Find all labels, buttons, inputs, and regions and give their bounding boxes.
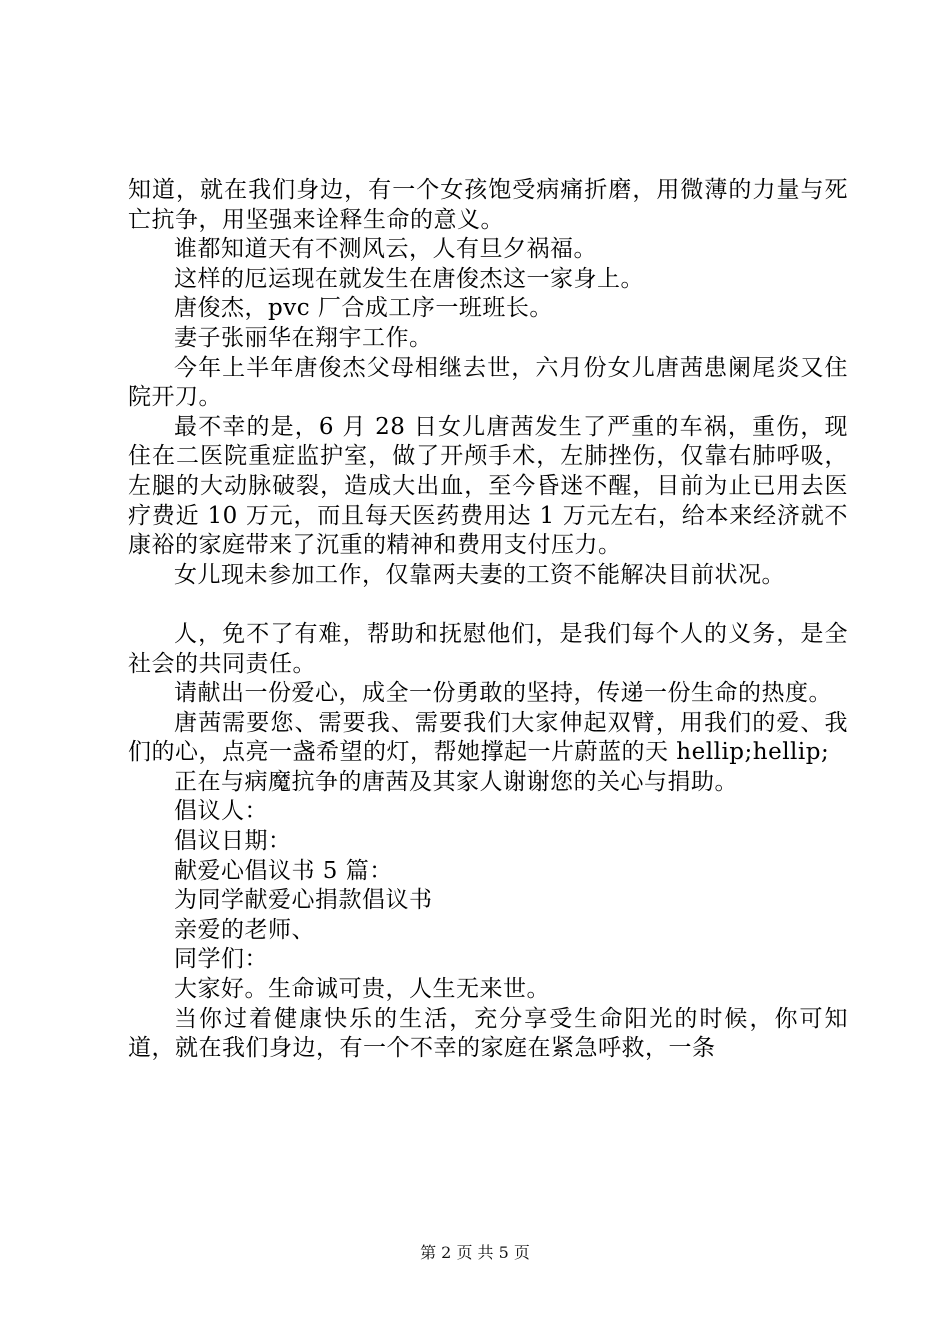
paragraph-16: 为同学献爱心捐款倡议书 xyxy=(174,887,433,914)
paragraph-13: 倡议人： xyxy=(174,798,268,825)
paragraph-9: 人，免不了有难，帮助和抚慰他们，是我们每个人的义务，是全社会的共同责任。 xyxy=(128,620,848,677)
paragraph-20: 当你过着健康快乐的生活，充分享受生命阳光的时候，你可知道，就在我们身边，有一个不幸的家庭在紧急呼救，一条 xyxy=(128,1005,848,1062)
paragraph-2: 谁都知道天有不测风云，人有旦夕祸福。 xyxy=(174,236,597,263)
paragraph-15: 献爱心倡议书 5 篇： xyxy=(174,857,393,884)
page-number-label: 第 2 页 共 5 页 xyxy=(420,1243,530,1262)
paragraph-8: 女儿现未参加工作，仅靠两夫妻的工资不能解决目前状况。 xyxy=(174,561,785,588)
paragraph-5: 妻子张丽华在翔宇工作。 xyxy=(174,324,433,351)
document-body xyxy=(128,176,848,1064)
paragraph-7: 最不幸的是，6 月 28 日女儿唐茜发生了严重的车祸，重伤，现住在二医院重症监护室，做了开颅手术，左肺挫伤，仅靠右肺呼吸，左腿的大动脉破裂，造成大出血，至今昏迷不醒，目前为止已用去医疗费近 10 万元，而且每天医药费用达 1 万元左右，给本来经济就不康裕的家庭带来了沉重的精神和费用支付压力。 xyxy=(128,413,848,559)
paragraph-19: 大家好。生命诚可贵，人生无来世。 xyxy=(174,976,550,1003)
paragraph-4: 唐俊杰，pvc 厂合成工序一班班长。 xyxy=(174,295,553,322)
paragraph-3: 这样的厄运现在就发生在唐俊杰这一家身上。 xyxy=(174,265,644,292)
paragraph-6: 今年上半年唐俊杰父母相继去世，六月份女儿唐茜患阑尾炎又住院开刀。 xyxy=(128,354,848,411)
paragraph-18: 同学们： xyxy=(174,946,268,973)
paragraph-17: 亲爱的老师、 xyxy=(174,916,315,943)
page-footer xyxy=(0,1243,950,1263)
paragraph-1: 知道，就在我们身边，有一个女孩饱受病痛折磨，用微薄的力量与死亡抗争，用坚强来诠释生命的意义。 xyxy=(128,177,848,233)
paragraph-14: 倡议日期： xyxy=(174,828,292,855)
paragraph-10: 请献出一份爱心，成全一份勇敢的坚持，传递一份生命的热度。 xyxy=(174,680,832,707)
paragraph-12: 正在与病魔抗争的唐茜及其家人谢谢您的关心与捐助。 xyxy=(174,768,738,795)
paragraph-11: 唐茜需要您、需要我、需要我们大家伸起双臂，用我们的爱、我们的心，点亮一盏希望的灯，帮她撑起一片蔚蓝的天 hellip;hellip; xyxy=(128,709,848,766)
